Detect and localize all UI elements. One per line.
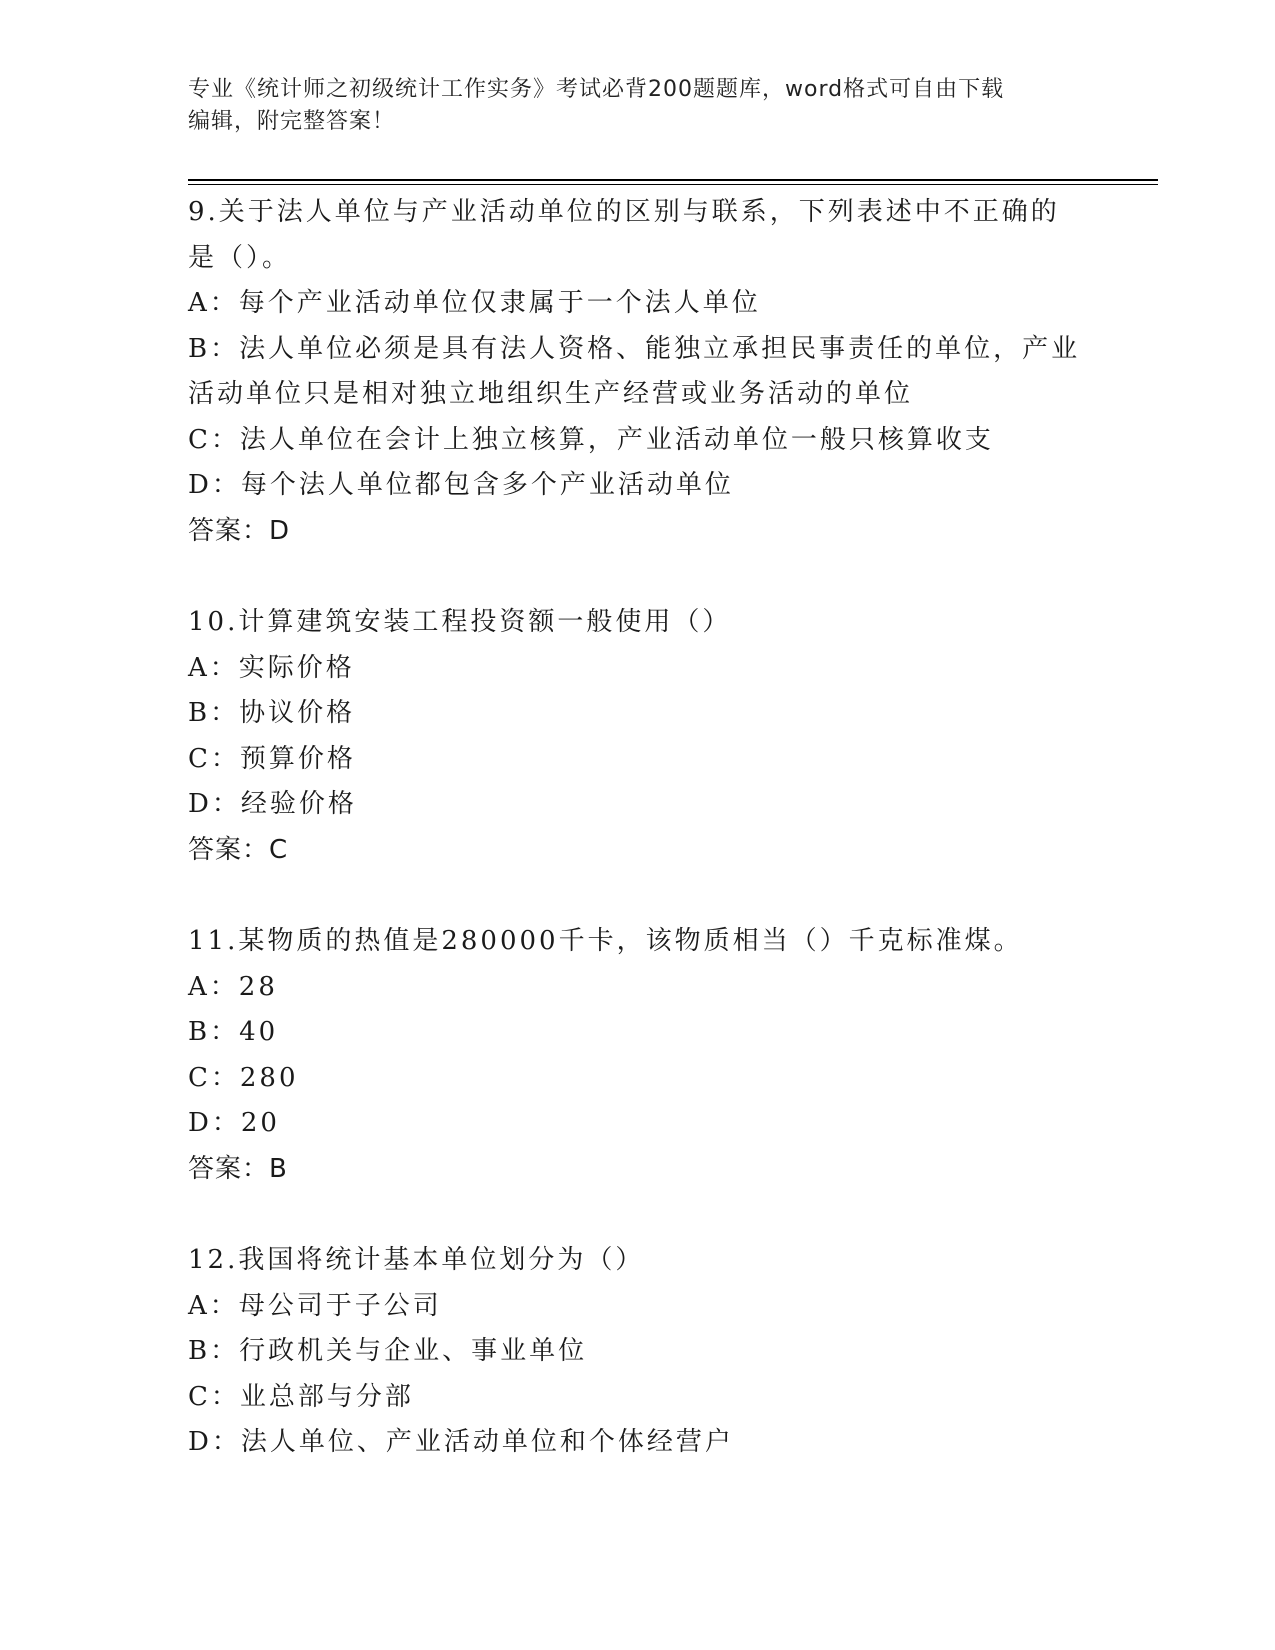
- header-line-2: 编辑，附完整答案！: [188, 109, 396, 134]
- option-b: B：法人单位必须是具有法人资格、能独立承担民事责任的单位，产业: [188, 333, 1081, 364]
- question-spacer: [188, 1192, 1088, 1238]
- question-stem: 12.我国将统计基本单位划分为（）: [188, 1245, 645, 1275]
- option-a: A：母公司于子公司: [188, 1290, 442, 1321]
- answer-line: 答案：C: [188, 834, 289, 865]
- document-header: [188, 74, 1068, 138]
- question-10: [188, 600, 1088, 873]
- option-b: B：协议价格: [188, 698, 356, 728]
- option-b: B：行政机关与企业、事业单位: [188, 1336, 588, 1366]
- header-divider-thick: [188, 179, 1158, 181]
- question-stem: 是（）。: [188, 242, 292, 273]
- option-c: C：业总部与分部: [188, 1381, 414, 1412]
- question-11: [188, 919, 1088, 1192]
- option-b: 活动单位只是相对独立地组织生产经营或业务活动的单位: [188, 379, 914, 409]
- question-stem: 10.计算建筑安装工程投资额一般使用（）: [188, 607, 732, 637]
- header-divider-thin: [188, 184, 1158, 185]
- question-stem: 11.某物质的热值是280000千卡，该物质相当（）千克标准煤。: [188, 926, 1023, 956]
- answer-line: 答案：B: [188, 1153, 288, 1184]
- question-list: [188, 190, 1088, 1466]
- answer-line: 答案：D: [188, 515, 291, 546]
- option-d: D：经验价格: [188, 789, 357, 819]
- option-a: A：实际价格: [188, 652, 355, 683]
- option-c: C：预算价格: [188, 743, 356, 774]
- option-a: A：28: [188, 971, 278, 1002]
- option-a: A：每个产业活动单位仅隶属于一个法人单位: [188, 288, 761, 318]
- question-spacer: [188, 554, 1088, 600]
- option-d: D：20: [188, 1108, 280, 1138]
- question-stem: 9.关于法人单位与产业活动单位的区别与联系，下列表述中不正确的: [188, 197, 1060, 227]
- option-b: B：40: [188, 1017, 279, 1047]
- option-d: D：法人单位、产业活动单位和个体经营户: [188, 1427, 734, 1457]
- question-9: [188, 190, 1088, 554]
- header-line-1: 专业《统计师之初级统计工作实务》考试必背200题题库，word格式可自由下载: [188, 77, 1005, 102]
- option-c: C：280: [188, 1062, 299, 1093]
- option-d: D：每个法人单位都包含多个产业活动单位: [188, 470, 734, 500]
- option-c: C：法人单位在会计上独立核算，产业活动单位一般只核算收支: [188, 424, 994, 455]
- question-spacer: [188, 873, 1088, 919]
- question-12: [188, 1238, 1088, 1466]
